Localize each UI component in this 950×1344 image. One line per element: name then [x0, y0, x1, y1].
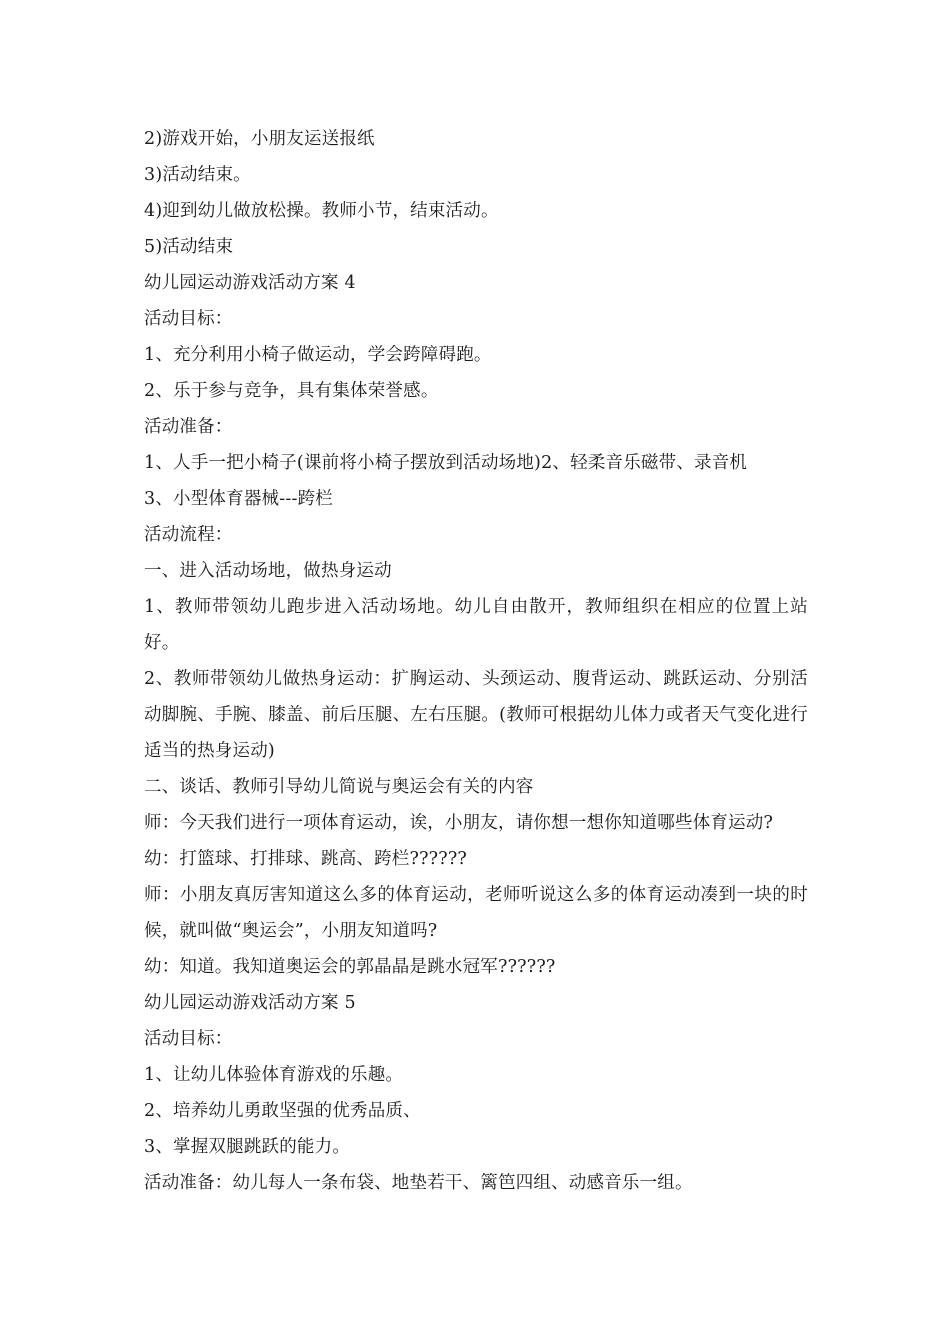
- paragraph-step-3: 3)活动结束。: [144, 165, 251, 185]
- dialogue-teacher-2: 师：小朋友真厉害知道这么多的体育运动，老师听说这么多的体育运动凑到一块的时候，就叫做“奥运会”，小朋友知道吗?: [144, 885, 808, 941]
- section-title-plan-5: 幼儿园运动游戏活动方案 5: [144, 993, 356, 1013]
- goal-item-2: 2、乐于参与竞争，具有集体荣誉感。: [144, 381, 439, 401]
- goal-5-item-1: 1、让幼儿体验体育游戏的乐趣。: [144, 1065, 404, 1085]
- preparation-item-3: 3、小型体育器械---跨栏: [144, 489, 333, 509]
- heading-process: 活动流程：: [144, 525, 233, 545]
- preparation-5: 活动准备：幼儿每人一条布袋、地垫若干、篱笆四组、动感音乐一组。: [144, 1173, 693, 1193]
- heading-goals-5: 活动目标：: [144, 1029, 233, 1049]
- goal-5-item-2: 2、培养幼儿勇敢坚强的优秀品质、: [144, 1101, 421, 1121]
- heading-goals: 活动目标：: [144, 309, 233, 329]
- paragraph-step-4: 4)迎到幼儿做放松操。教师小节，结束活动。: [144, 201, 499, 221]
- goal-5-item-3: 3、掌握双腿跳跃的能力。: [144, 1137, 351, 1157]
- paragraph-step-5: 5)活动结束: [144, 237, 234, 257]
- dialogue-child-1: 幼：打篮球、打排球、跳高、跨栏??????: [144, 849, 467, 869]
- paragraph-step-2: 2)游戏开始，小朋友运送报纸: [144, 129, 375, 149]
- process-step-1-heading: 一、进入活动场地，做热身运动: [144, 561, 392, 581]
- dialogue-teacher-1: 师：今天我们进行一项体育运动，诶，小朋友，请你想一想你知道哪些体育运动?: [144, 813, 774, 833]
- section-title-plan-4: 幼儿园运动游戏活动方案 4: [144, 273, 356, 293]
- preparation-item-1-2: 1、人手一把小椅子(课前将小椅子摆放到活动场地)2、轻柔音乐磁带、录音机: [144, 453, 748, 473]
- process-step-1-detail-2: 2、教师带领幼儿做热身运动：扩胸运动、头颈运动、腹背运动、跳跃运动、分别活动脚腕、手腕、膝盖、前后压腿、左右压腿。(教师可根据幼儿体力或者天气变化进行适当的热身运动): [144, 669, 808, 761]
- document-body: [144, 121, 808, 1201]
- heading-preparation: 活动准备：: [144, 417, 233, 437]
- process-step-2-heading: 二、谈话、教师引导幼儿简说与奥运会有关的内容: [144, 777, 534, 797]
- process-step-1-detail-1: 1、教师带领幼儿跑步进入活动场地。幼儿自由散开，教师组织在相应的位置上站好。: [144, 597, 808, 653]
- dialogue-child-2: 幼：知道。我知道奥运会的郭晶晶是跳水冠军??????: [144, 957, 556, 977]
- goal-item-1: 1、充分利用小椅子做运动，学会跨障碍跑。: [144, 345, 492, 365]
